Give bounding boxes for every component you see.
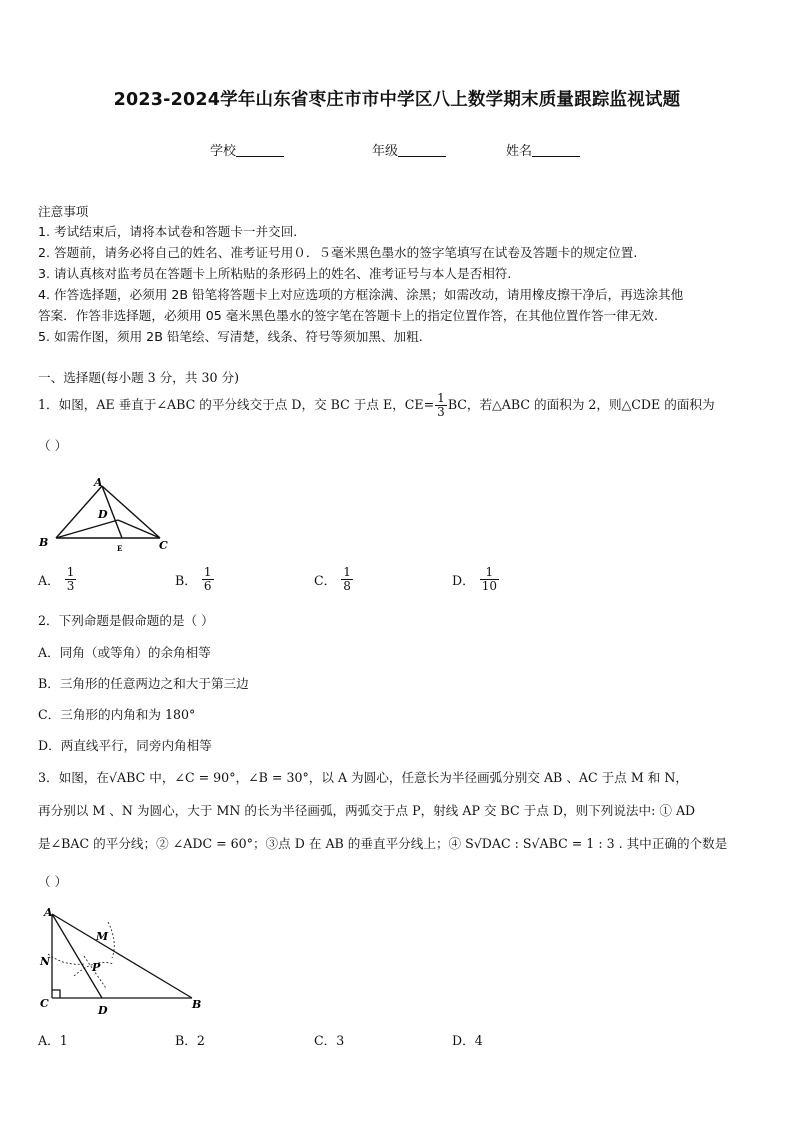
grade-field[interactable] — [372, 140, 446, 159]
question-3-line-1: 3．如图，在√ABC 中，∠C = 90°，∠B = 30°，以 A 为圆心，任意长为半径画弧分别交 AB 、AC 于点 M 和 N， — [38, 770, 688, 785]
q1-option-c[interactable]: C． $\frac{1}{8}$ — [314, 565, 351, 593]
q1-label-C: C — [159, 539, 168, 552]
q3-label-M: M — [96, 930, 109, 943]
question-3-line-3: 是∠BAC 的平分线；② ∠ADC = 60°；③点 D 在 AB 的垂直平分线上；④ S√DAC : S√ABC = 1 : 3 . 其中正确的个数是 — [38, 836, 728, 851]
school-blank[interactable] — [236, 144, 284, 157]
notice-item: 2. 答题前，请务必将自己的姓名、准考证号用０．５毫米黑色墨水的签字笔填写在试卷及答题卡的规定位置. — [38, 245, 638, 260]
grade-label: 年级 — [372, 144, 399, 159]
notice-heading: 注意事项 — [38, 204, 89, 219]
q3-label-A: A — [44, 906, 53, 919]
question-3-line-2: 再分别以 M 、N 为圆心，大于 MN 的长为半径画弧，两弧交于点 P，射线 AP 交 BC 于点 D，则下列说法中: ① AD — [38, 803, 696, 818]
q3-label-B: B — [192, 998, 202, 1011]
q1-answer-paren: （ ） — [38, 438, 68, 453]
q1-option-d[interactable]: D． $\frac{1}{10}$ — [452, 565, 497, 593]
notice-item: 1. 考试结束后，请将本试卷和答题卡一并交回. — [38, 224, 298, 239]
grade-blank[interactable] — [398, 144, 446, 157]
notice-item: 4. 作答选择题，必须用 2B 铅笔将答题卡上对应选项的方框涂满、涂黑；如需改动，请用橡皮擦干净后，再选涂其他 — [38, 287, 684, 302]
name-blank[interactable] — [532, 144, 580, 157]
q1-option-a[interactable]: A． $\frac{1}{3}$ — [38, 565, 75, 593]
q3-label-P: P — [92, 961, 101, 974]
notice-item: 5. 如需作图，须用 2B 铅笔绘、写清楚，线条、符号等须加黑、加粗. — [38, 329, 423, 344]
notice-item: 3. 请认真核对监考员在答题卡上所粘贴的条形码上的姓名、准考证号与本人是否相符. — [38, 266, 512, 281]
q3-figure — [34, 902, 214, 1020]
q2-option-b[interactable]: B．三角形的任意两边之和大于第三边 — [38, 676, 249, 691]
q1-text-before: 1．如图，AE 垂直于∠ABC 的平分线交于点 D，交 BC 于点 E，CE= — [38, 397, 435, 412]
name-label: 姓名 — [506, 144, 533, 159]
school-field[interactable] — [210, 140, 284, 159]
q1-text-after: BC，若△ABC 的面积为 2，则△CDE 的面积为 — [447, 397, 715, 412]
q1-label-E: E — [117, 544, 123, 553]
q1-label-D: D — [98, 508, 108, 521]
q1-fraction: $\frac{1}{3}$ — [437, 391, 445, 419]
q3-option-d[interactable]: D．4 — [452, 1033, 483, 1048]
q2-option-c[interactable]: C．三角形的内角和为 180° — [38, 707, 196, 722]
q2-option-d[interactable]: D．两直线平行，同旁内角相等 — [38, 738, 212, 753]
q3-option-b[interactable]: B．2 — [175, 1033, 205, 1048]
notice-item: 答案．作答非选择题，必须用 05 毫米黑色墨水的签字笔在答题卡上的指定位置作答，在其他位置作答一律无效. — [38, 308, 658, 323]
section-heading: 一、选择题(每小题 3 分，共 30 分) — [38, 370, 240, 385]
q1-option-b[interactable]: B． $\frac{1}{6}$ — [175, 565, 212, 593]
q2-option-a[interactable]: A．同角（或等角）的余角相等 — [38, 645, 211, 660]
question-1-stem — [38, 392, 715, 419]
q1-label-B: B — [39, 536, 49, 549]
q3-option-a[interactable]: A．1 — [38, 1033, 68, 1048]
q1-figure — [34, 472, 174, 556]
q3-label-N: N — [40, 955, 51, 968]
school-label: 学校 — [210, 144, 237, 159]
q3-answer-paren: （ ） — [38, 874, 68, 889]
q3-label-C: C — [40, 997, 49, 1010]
q3-label-D: D — [98, 1004, 108, 1017]
page-title: 2023-2024学年山东省枣庄市市中学区八上数学期末质量跟踪监视试题 — [113, 90, 681, 110]
question-2-stem: 2．下列命题是假命题的是（ ） — [38, 613, 214, 628]
q1-label-A: A — [94, 476, 103, 489]
name-field[interactable] — [506, 140, 580, 159]
q3-option-c[interactable]: C．3 — [314, 1033, 345, 1048]
